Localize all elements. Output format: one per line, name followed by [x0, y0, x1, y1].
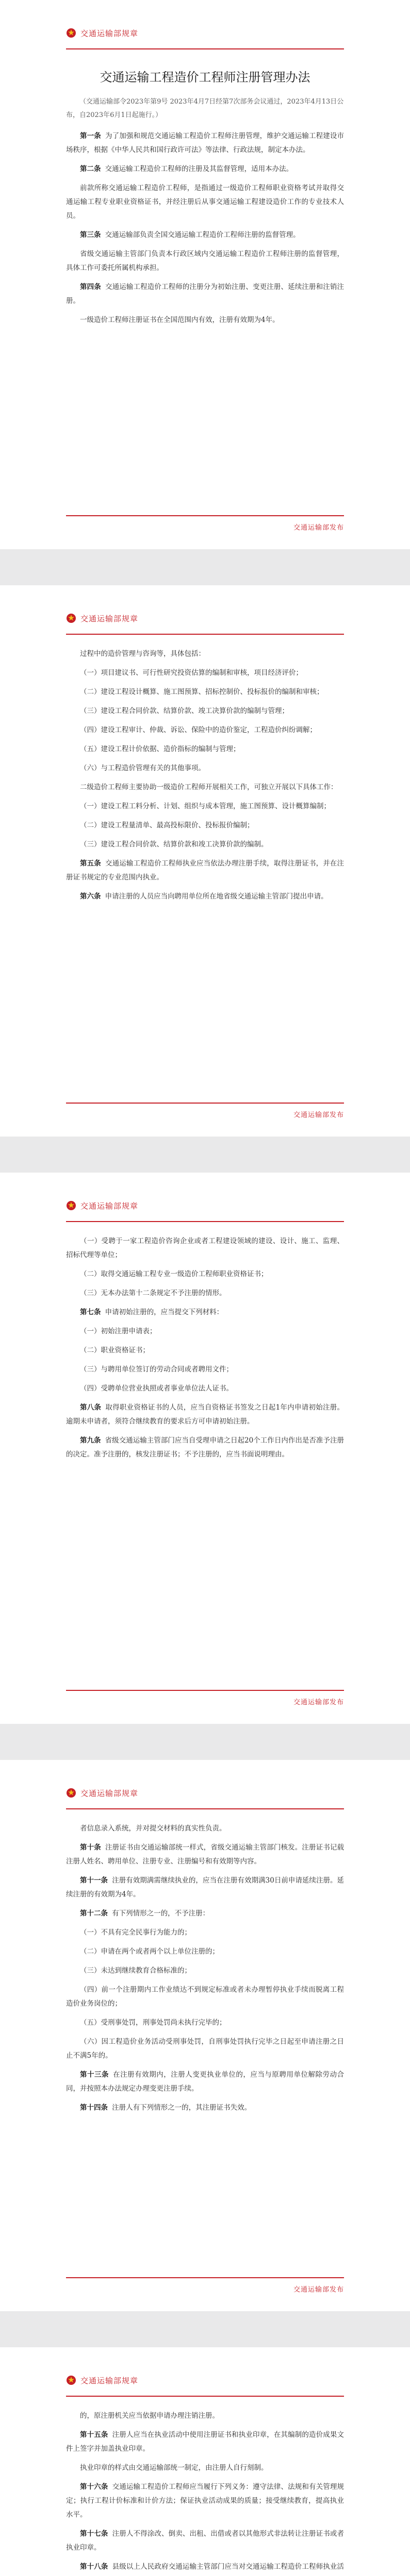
page-gap: [0, 2311, 410, 2347]
article-paragraph: [66, 704, 344, 718]
document-page-1: [0, 0, 410, 549]
article-paragraph: [66, 1382, 344, 1396]
page-body: [66, 647, 344, 904]
article-text: 省级交通运输主管部门应当自受理申请之日起20个工作日内作出是否准予注册的决定。准予注册的，核发注册证书；不予注册的，应当书面说明理由。: [66, 1436, 344, 1459]
article-number: 第十五条: [80, 2431, 108, 2439]
article-text: （三）无本办法第十二条规定不予注册的情形。: [80, 1289, 226, 1297]
article-text: 申请初始注册的，应当提交下列材料：: [105, 1308, 224, 1316]
footer-brand: 交通运输部发布: [293, 2285, 344, 2294]
article-paragraph: [66, 838, 344, 852]
page-header: [66, 603, 344, 635]
article-text: 县级以上人民政府交通运输主管部门应当对交通运输工程造价工程师执业活: [112, 2563, 345, 2571]
article-text: 一级造价工程师注册证书在全国范围内有效，注册有效期为4年。: [80, 316, 280, 324]
article-paragraph: [66, 666, 344, 680]
article-paragraph: [66, 280, 344, 308]
article-paragraph: [66, 761, 344, 775]
article-text: 者信息录入系统，并对提交材料的真实性负责。: [80, 1824, 226, 1833]
article-text: 取得职业资格证书的人员，应当自资格证书签发之日起1年内申请初始注册。逾期未申请者，须符合继续教育的要求后方可申请初始注册。: [66, 1403, 344, 1426]
article-number: 第十六条: [80, 2483, 108, 2491]
article-number: 第七条: [80, 1308, 101, 1316]
article-text: 交通运输工程造价工程师应当履行下列义务：遵守法律、法规和有关管理规定；执行工程计价标准和计价方法；保证执业活动成果的质量；接受继续教育，提高执业水平。: [66, 2483, 345, 2519]
article-text: 交通运输工程造价工程师的注册及其监督管理，适用本办法。: [105, 165, 293, 173]
page-footer: [66, 2277, 344, 2299]
article-paragraph: [66, 857, 344, 885]
article-number: 第九条: [80, 1436, 101, 1445]
article-paragraph: [66, 1945, 344, 1959]
article-number: 第三条: [80, 231, 101, 239]
article-paragraph: [66, 2016, 344, 2030]
page-header: [66, 1190, 344, 1222]
article-text: 交通运输工程造价工程师的注册分为初始注册、变更注册、延续注册和注销注册。: [66, 283, 345, 305]
article-paragraph: [66, 1363, 344, 1377]
article-text: （三）未达到继续教育合格标准的；: [80, 1967, 191, 1975]
article-paragraph: [66, 890, 344, 904]
article-text: （六）与工程造价管理有关的其他事项。: [80, 764, 205, 772]
page-header: [66, 1777, 344, 1809]
article-number: 第十条: [80, 1843, 101, 1852]
article-paragraph: [66, 2560, 344, 2576]
article-paragraph: [66, 800, 344, 814]
page-body: [66, 1234, 344, 1462]
article-paragraph: [66, 2409, 344, 2423]
national-emblem-icon: [66, 2375, 76, 2385]
article-text: 的，原注册机关应当依据申请办理注销注册。: [80, 2412, 219, 2420]
article-paragraph: [66, 1926, 344, 1940]
article-paragraph: [66, 1306, 344, 1319]
national-emblem-icon: [66, 613, 76, 623]
page-footer: [66, 515, 344, 537]
article-paragraph: [66, 1907, 344, 1921]
article-paragraph: [66, 781, 344, 794]
article-number: 第十二条: [80, 1909, 108, 1918]
article-paragraph: [66, 1983, 344, 2011]
article-text: 申请注册的人员应当向聘用单位所在地省级交通运输主管部门提出申请。: [105, 892, 328, 901]
article-paragraph: [66, 2480, 344, 2522]
page-gap: [0, 1724, 410, 1760]
national-emblem-icon: [66, 1788, 76, 1798]
document-title: 交通运输工程造价工程师注册管理办法: [100, 70, 310, 84]
header-brand: 交通运输部规章: [80, 2376, 139, 2385]
article-text: （五）建设工程计价依据、造价指标的编制与管理；: [80, 745, 240, 753]
article-number: 第十七条: [80, 2530, 108, 2538]
article-paragraph: [66, 247, 344, 275]
article-paragraph: [66, 2035, 344, 2063]
article-text: （一）项目建议书、可行性研究投资估算的编制和审核，项目经济评价；: [80, 669, 303, 677]
article-paragraph: [66, 1401, 344, 1429]
header-brand: 交通运输部规章: [80, 1788, 139, 1798]
page-header: [66, 2365, 344, 2397]
article-text: 过程中的造价管理与咨询等，具体包括：: [80, 650, 205, 658]
article-text: （二）申请在两个或者两个以上单位注册的；: [80, 1947, 219, 1956]
article-text: 为了加强和规范交通运输工程造价工程师注册管理，维护交通运输工程建设市场秩序，根据《中华人民共和国行政许可法》等法律、行政法规，制定本办法。: [66, 132, 345, 154]
article-text: （二）建设工程量清单、最高投标限价、投标报价编制；: [80, 821, 254, 829]
header-brand: 交通运输部规章: [80, 614, 139, 623]
article-number: 第八条: [80, 1403, 102, 1412]
article-number: 第十一条: [80, 1876, 108, 1885]
article-number: 第十三条: [80, 2071, 109, 2079]
article-text: （六）因工程造价业务活动受刑事处罚，自刑事处罚执行完毕之日起至申请注册之日止不满5年的。: [66, 2038, 344, 2060]
article-paragraph: [66, 1344, 344, 1358]
article-number: 第四条: [80, 283, 101, 291]
article-text: （三）建设工程合同价款、结算价款、竣工决算价款的编制与管理；: [80, 707, 289, 715]
page-body: [66, 2409, 344, 2576]
article-paragraph: [66, 1874, 344, 1902]
article-number: 第十四条: [80, 2104, 108, 2112]
article-text: 注册人有下列情形之一的，其注册证书失效。: [112, 2104, 252, 2112]
article-text: （一）初始注册申请表；: [80, 1327, 157, 1335]
article-text: （五）受刑事处罚，刑事处罚尚未执行完毕的；: [80, 2019, 226, 2027]
article-paragraph: [66, 723, 344, 737]
page-body: [66, 1822, 344, 2115]
article-text: 执业印章的样式由交通运输部统一制定，由注册人自行刻制。: [80, 2464, 268, 2472]
article-paragraph: [66, 1325, 344, 1338]
article-number: 第五条: [80, 859, 101, 868]
article-paragraph: [66, 2428, 344, 2456]
article-text: 注册证书由交通运输部统一样式，省级交通运输主管部门核发。注册证书记载注册人姓名、聘用单位、注册专业、注册编号和有效期等内容。: [66, 1843, 345, 1866]
document-page-3: [0, 1173, 410, 1724]
article-text: （三）与聘用单位签订的劳动合同或者聘用文件；: [80, 1365, 233, 1374]
header-brand: 交通运输部规章: [80, 1201, 139, 1211]
article-paragraph: [66, 1822, 344, 1836]
document-page-5: [0, 2347, 410, 2576]
article-text: （三）建设工程合同价款、结算价款和竣工决算价款的编制。: [80, 840, 268, 849]
national-emblem-icon: [66, 28, 76, 38]
page-gap: [0, 549, 410, 585]
article-number: 第十八条: [80, 2563, 108, 2571]
document-page-2: [0, 585, 410, 1137]
article-text: （一）建设工程工料分析、计划、组织与成本管理，施工图预算、设计概算编制；: [80, 802, 331, 810]
page-gap: [0, 1137, 410, 1173]
article-text: （四）前一个注册期内工作业绩达不到规定标准或者未办理暂停执业手续而脱离工程造价业务岗位的；: [66, 1986, 344, 2008]
article-text: 前款所称交通运输工程造价工程师，是指通过一级造价工程师职业资格考试并取得交通运输工程专业职业资格证书，并经注册后从事交通运输工程建设造价工作的专业技术人员。: [66, 184, 344, 220]
article-paragraph: [66, 181, 344, 223]
article-paragraph: [66, 1267, 344, 1281]
page-body: [66, 129, 344, 327]
article-paragraph: [66, 228, 344, 242]
footer-brand: 交通运输部发布: [293, 1111, 344, 1119]
article-text: （四）受聘单位营业执照或者事业单位法人证书。: [80, 1384, 233, 1393]
article-paragraph: [66, 1434, 344, 1462]
national-emblem-icon: [66, 1200, 76, 1211]
article-text: 有下列情形之一的，不予注册：: [112, 1909, 210, 1918]
article-text: 注册人应当在执业活动中使用注册证书和执业印章，在其编制的造价成果文件上签字并加盖执业印章。: [66, 2431, 345, 2453]
footer-brand: 交通运输部发布: [293, 523, 344, 532]
article-paragraph: [66, 2461, 344, 2475]
article-number: 第六条: [80, 892, 101, 901]
article-text: （四）建设工程审计、仲裁、诉讼、保险中的造价鉴定，工程造价纠纷调解；: [80, 726, 317, 734]
article-paragraph: [66, 685, 344, 699]
article-paragraph: [66, 2068, 344, 2096]
header-brand: 交通运输部规章: [80, 28, 139, 38]
article-paragraph: [66, 129, 344, 157]
article-paragraph: [66, 1286, 344, 1300]
article-text: 省级交通运输主管部门负责本行政区域内交通运输工程造价工程师注册的监督管理，具体工作可委托所属机构承担。: [66, 250, 344, 272]
article-paragraph: [66, 313, 344, 327]
document-page-4: [0, 1760, 410, 2311]
page-footer: [66, 1103, 344, 1124]
article-number: 第一条: [80, 132, 101, 140]
article-paragraph: [66, 162, 344, 176]
article-text: （二）职业资格证书；: [80, 1346, 150, 1354]
article-paragraph: [66, 819, 344, 833]
page-header: [66, 18, 344, 49]
article-paragraph: [66, 742, 344, 756]
document-subtitle: （交通运输部令2023年第9号 2023年4月7日经第7次部务会议通过，2023年4月13日公布，自2023年6月1日起施行。）: [66, 98, 344, 119]
page-footer: [66, 1690, 344, 1711]
article-paragraph: [66, 2101, 344, 2115]
article-text: 交通运输工程造价工程师执业应当依法办理注册手续，取得注册证书，并在注册证书规定的专业范围内执业。: [66, 859, 345, 882]
article-text: （二）取得交通运输工程专业一级造价工程师职业资格证书；: [80, 1270, 268, 1278]
footer-brand: 交通运输部发布: [293, 1698, 344, 1706]
article-text: 注册人不得涂改、倒卖、出租、出借或者以其他形式非法转让注册证书或者执业印章。: [66, 2530, 345, 2552]
article-paragraph: [66, 1841, 344, 1869]
article-paragraph: [66, 1964, 344, 1978]
article-number: 第二条: [80, 165, 101, 173]
article-paragraph: [66, 2527, 344, 2555]
article-text: 二级造价工程师主要协助一级造价工程师开展相关工作，可独立开展以下具体工作：: [80, 783, 338, 791]
article-text: 在注册有效期内，注册人变更执业单位的，应当与原聘用单位解除劳动合同，并按照本办法规定办理变更注册手续。: [66, 2071, 344, 2093]
article-text: 注册有效期满需继续执业的，应当在注册有效期满30日前申请延续注册。延续注册的有效期为4年。: [66, 1876, 345, 1899]
article-text: 交通运输部负责全国交通运输工程造价工程师注册的监督管理。: [105, 231, 300, 239]
article-text: （一）不具有完全民事行为能力的；: [80, 1928, 191, 1937]
article-paragraph: [66, 1234, 344, 1262]
article-text: （一）受聘于一家工程造价咨询企业或者工程建设领域的建设、设计、施工、监理、招标代理等单位；: [66, 1237, 344, 1259]
article-text: （二）建设工程设计概算、施工图预算、招标控制价、投标报价的编制和审核；: [80, 688, 324, 696]
article-paragraph: [66, 647, 344, 661]
